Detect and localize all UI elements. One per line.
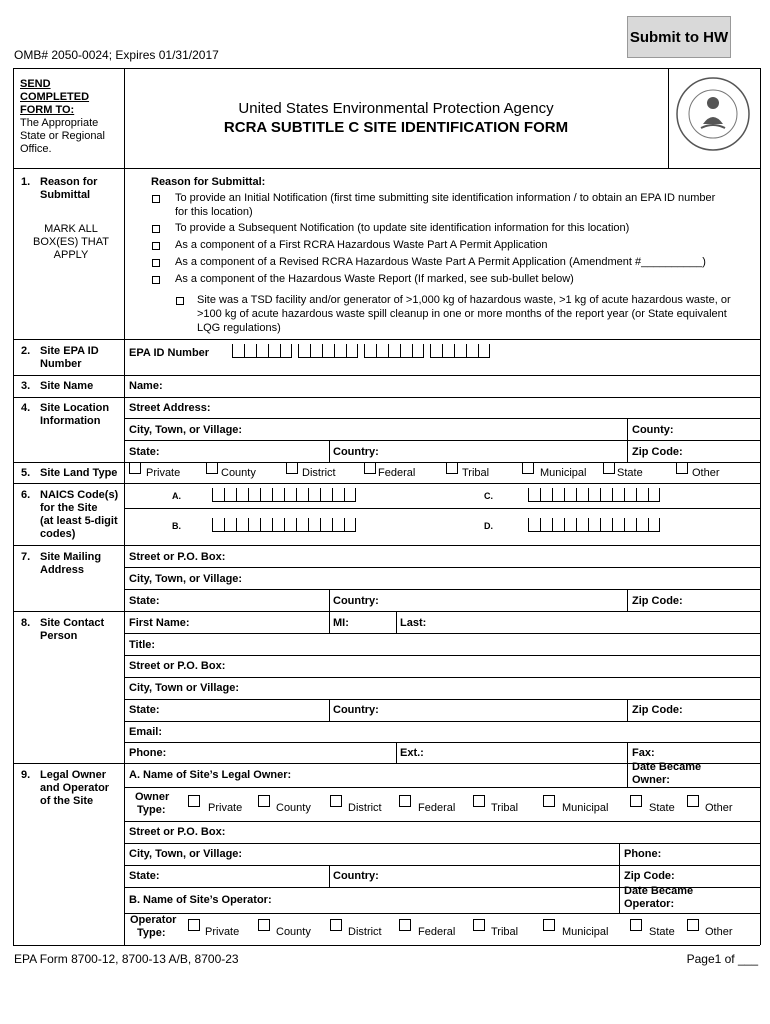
owner-city-field[interactable]: City, Town, or Village: — [129, 848, 243, 860]
frame-left — [13, 68, 14, 945]
epa-id-input-group1[interactable] — [232, 344, 292, 358]
row-s7-end — [13, 611, 760, 612]
line — [627, 699, 628, 721]
checkbox-first-permit[interactable] — [152, 242, 160, 250]
s3-label: Site Name — [40, 380, 94, 392]
s1-mark3: APPLY — [53, 249, 89, 261]
row-s5-end — [13, 483, 760, 484]
owner-state-checkbox[interactable] — [630, 795, 642, 807]
s7-num: 7. — [21, 551, 31, 563]
frame-bottom — [13, 945, 760, 946]
row-s2-end — [13, 375, 760, 376]
site-country-field[interactable]: Country: — [333, 446, 379, 458]
s8-label2: Person — [40, 630, 78, 642]
send-line3: FORM TO: — [20, 104, 75, 116]
send-rest3: Office. — [20, 143, 52, 155]
row-top-end — [13, 168, 760, 169]
line — [329, 589, 330, 611]
s7-label2: Address — [40, 564, 85, 576]
s4-num: 4. — [21, 402, 31, 414]
s6-label1: NAICS Code(s) — [40, 489, 119, 501]
s6-label4: codes) — [40, 528, 76, 540]
line — [124, 655, 760, 656]
owner-tribal-label: Tribal — [491, 802, 519, 814]
operator-date-label1: Date Became — [624, 885, 694, 897]
naics-b-label: B. — [172, 521, 181, 531]
epa-id-input-group3[interactable] — [364, 344, 424, 358]
land-other-label: Other — [692, 467, 720, 479]
naics-c-label: C. — [484, 491, 493, 501]
naics-b-input[interactable] — [212, 518, 356, 532]
line — [329, 699, 330, 721]
operator-other-checkbox[interactable] — [687, 919, 699, 931]
contact-mi-field[interactable]: MI: — [333, 617, 349, 629]
s8-num: 8. — [21, 617, 31, 629]
owner-country-field[interactable]: Country: — [333, 870, 379, 882]
line — [124, 633, 760, 634]
contact-zip-field[interactable]: Zip Code: — [632, 704, 683, 716]
agency-name: United States Environmental Protection Agency — [238, 100, 554, 117]
land-district-checkbox[interactable] — [286, 462, 298, 474]
operator-municipal-checkbox[interactable] — [543, 919, 555, 931]
site-county-field[interactable]: County: — [632, 424, 674, 436]
row-s6-end — [13, 545, 760, 546]
mail-street-field[interactable]: Street or P.O. Box: — [129, 551, 226, 563]
site-city-field[interactable]: City, Town, or Village: — [129, 424, 243, 436]
line — [329, 865, 330, 887]
owner-county-checkbox[interactable] — [258, 795, 270, 807]
mail-country-field[interactable]: Country: — [333, 595, 379, 607]
owner-other-checkbox[interactable] — [687, 795, 699, 807]
checkbox-tsd-facility[interactable] — [176, 297, 184, 305]
line — [619, 843, 620, 913]
s1-option5: As a component of the Hazardous Waste Report (If marked, see sub-bullet below) — [175, 273, 574, 285]
owner-street-field[interactable]: Street or P.O. Box: — [129, 826, 226, 838]
naics-a-label: A. — [172, 491, 181, 501]
land-private-checkbox[interactable] — [129, 462, 141, 474]
operator-name-field[interactable]: B. Name of Site’s Operator: — [129, 894, 272, 906]
s1-label1: Reason for — [40, 176, 98, 188]
operator-type-label1: Operator — [130, 914, 177, 926]
s6-label3: (at least 5-digit — [40, 515, 118, 527]
line — [124, 508, 760, 509]
line — [329, 611, 330, 633]
s1-option1a: To provide an Initial Notification (first time submitting site identification information / to obtain an EPA ID number — [175, 192, 716, 204]
line — [124, 699, 760, 700]
contact-fax-field[interactable]: Fax: — [632, 747, 655, 759]
line — [124, 677, 760, 678]
contact-title-field[interactable]: Title: — [129, 639, 156, 651]
operator-district-label: District — [348, 926, 382, 938]
s1-sub1: Site was a TSD facility and/or generator of >1,000 kg of hazardous waste, >1 kg of acute hazardous waste, or — [197, 294, 731, 306]
land-tribal-label: Tribal — [462, 467, 490, 479]
operator-other-label: Other — [705, 926, 733, 938]
row-s4-end — [13, 462, 760, 463]
s1-num: 1. — [21, 176, 31, 188]
owner-phone-field[interactable]: Phone: — [624, 848, 662, 860]
operator-private-checkbox[interactable] — [188, 919, 200, 931]
s1-sub3: LQG regulations) — [197, 322, 281, 334]
operator-state-checkbox[interactable] — [630, 919, 642, 931]
s2-label1: Site EPA ID — [40, 345, 99, 357]
line — [396, 611, 397, 633]
owner-federal-label: Federal — [418, 802, 456, 814]
operator-private-label: Private — [205, 926, 240, 938]
contact-email-field[interactable]: Email: — [129, 726, 163, 738]
s7-label1: Site Mailing — [40, 551, 102, 563]
s2-field: EPA ID Number — [129, 347, 210, 359]
land-other-checkbox[interactable] — [676, 462, 688, 474]
land-state-checkbox[interactable] — [603, 462, 615, 474]
checkbox-subsequent[interactable] — [152, 225, 160, 233]
land-federal-checkbox[interactable] — [364, 462, 376, 474]
operator-state-label: State — [649, 926, 675, 938]
row-s1-end — [13, 339, 760, 340]
site-street-field[interactable]: Street Address: — [129, 402, 211, 414]
contact-state-field[interactable]: State: — [129, 704, 160, 716]
s9-label2: and Operator — [40, 782, 110, 794]
owner-private-label: Private — [208, 802, 243, 814]
line — [124, 567, 760, 568]
line — [396, 742, 397, 763]
naics-d-input[interactable] — [528, 518, 660, 532]
land-private-label: Private — [146, 467, 181, 479]
label-column-divider — [124, 68, 125, 945]
send-line2: COMPLETED — [20, 91, 90, 103]
s2-label2: Number — [40, 358, 82, 370]
line — [627, 742, 628, 763]
owner-name-field[interactable]: A. Name of Site’s Legal Owner: — [129, 769, 292, 781]
land-municipal-checkbox[interactable] — [522, 462, 534, 474]
s9-num: 9. — [21, 769, 31, 781]
s1-heading: Reason for Submittal: — [151, 176, 266, 188]
s1-option2: To provide a Subsequent Notification (to update site identification information for this location) — [175, 222, 630, 234]
s3-num: 3. — [21, 380, 31, 392]
contact-phone-field[interactable]: Phone: — [129, 747, 167, 759]
s6-num: 6. — [21, 489, 31, 501]
owner-municipal-checkbox[interactable] — [543, 795, 555, 807]
contact-last-field[interactable]: Last: — [400, 617, 427, 629]
form-title: RCRA SUBTITLE C SITE IDENTIFICATION FORM — [223, 119, 569, 136]
line — [124, 742, 760, 743]
send-rest1: The Appropriate — [20, 117, 99, 129]
row-s3-end — [13, 397, 760, 398]
owner-private-checkbox[interactable] — [188, 795, 200, 807]
s8-label1: Site Contact — [40, 617, 105, 629]
operator-tribal-checkbox[interactable] — [473, 919, 485, 931]
epa-seal — [675, 76, 751, 152]
operator-district-checkbox[interactable] — [330, 919, 342, 931]
footer-form-number: EPA Form 8700-12, 8700-13 A/B, 8700-23 — [14, 952, 239, 966]
operator-federal-checkbox[interactable] — [399, 919, 411, 931]
owner-date-label2[interactable]: Owner: — [632, 774, 670, 786]
checkbox-hazardous-waste-report[interactable] — [152, 276, 160, 284]
line — [124, 821, 760, 822]
s4-label2: Information — [40, 415, 101, 427]
site-name-field[interactable]: Name: — [129, 380, 163, 392]
s2-num: 2. — [21, 345, 31, 357]
mail-city-field[interactable]: City, Town, or Village: — [129, 573, 243, 585]
operator-type-label2: Type: — [137, 927, 166, 939]
site-zip-field[interactable]: Zip Code: — [632, 446, 683, 458]
mail-state-field[interactable]: State: — [129, 595, 160, 607]
line — [124, 843, 760, 844]
line — [627, 589, 628, 611]
line — [124, 440, 760, 441]
line — [124, 787, 760, 788]
land-federal-label: Federal — [378, 467, 416, 479]
operator-county-label: County — [276, 926, 311, 938]
s4-label1: Site Location — [40, 402, 110, 414]
line — [329, 440, 330, 462]
mail-zip-field[interactable]: Zip Code: — [632, 595, 683, 607]
s5-label: Site Land Type — [40, 467, 118, 479]
send-rest2: State or Regional — [20, 130, 105, 142]
s9-label1: Legal Owner — [40, 769, 107, 781]
s1-label2: Submittal — [40, 189, 91, 201]
send-line1: SEND — [20, 78, 51, 90]
owner-district-label: District — [348, 802, 382, 814]
s1-option3: As a component of a First RCRA Hazardous Waste Part A Permit Application — [175, 239, 548, 251]
s1-sub2: >100 kg of acute hazardous waste spill cleanup in one or more months of the report year (or State equivalent — [197, 308, 727, 320]
s1-option1b: for this location) — [175, 206, 253, 218]
checkbox-initial[interactable] — [152, 195, 160, 203]
naics-c-input[interactable] — [528, 488, 660, 502]
line — [124, 865, 760, 866]
s1-option4: As a component of a Revised RCRA Hazardous Waste Part A Permit Application (Amendment #__________) — [175, 256, 706, 268]
land-county-checkbox[interactable] — [206, 462, 218, 474]
owner-type-label2: Type: — [137, 804, 166, 816]
operator-county-checkbox[interactable] — [258, 919, 270, 931]
contact-ext-field[interactable]: Ext.: — [400, 747, 424, 759]
operator-federal-label: Federal — [418, 926, 456, 938]
line — [124, 418, 760, 419]
s5-num: 5. — [21, 467, 31, 479]
owner-zip-field[interactable]: Zip Code: — [624, 870, 675, 882]
owner-tribal-checkbox[interactable] — [473, 795, 485, 807]
line — [627, 763, 628, 787]
naics-d-label: D. — [484, 521, 493, 531]
contact-city-field[interactable]: City, Town or Village: — [129, 682, 240, 694]
s1-mark1: MARK ALL — [44, 223, 98, 235]
owner-municipal-label: Municipal — [562, 802, 609, 814]
s1-mark2: BOX(ES) THAT — [33, 236, 109, 248]
owner-county-label: County — [276, 802, 311, 814]
land-municipal-label: Municipal — [540, 467, 587, 479]
line — [124, 913, 760, 914]
owner-date-label1: Date Became — [632, 761, 702, 773]
frame-right — [760, 68, 761, 945]
contact-street-field[interactable]: Street or P.O. Box: — [129, 660, 226, 672]
operator-tribal-label: Tribal — [491, 926, 519, 938]
checkbox-revised-permit[interactable] — [152, 259, 160, 267]
owner-district-checkbox[interactable] — [330, 795, 342, 807]
epa-id-input-group4[interactable] — [430, 344, 490, 358]
owner-state-label: State — [649, 802, 675, 814]
naics-a-input[interactable] — [212, 488, 356, 502]
site-state-field[interactable]: State: — [129, 446, 160, 458]
land-district-label: District — [302, 467, 336, 479]
omb-number: OMB# 2050-0024; Expires 01/31/2017 — [14, 48, 219, 62]
operator-municipal-label: Municipal — [562, 926, 609, 938]
owner-other-label: Other — [705, 802, 733, 814]
logo-divider — [668, 68, 669, 168]
s6-label2: for the Site — [40, 502, 98, 514]
epa-id-input-group2[interactable] — [298, 344, 358, 358]
contact-first-field[interactable]: First Name: — [129, 617, 190, 629]
land-state-label: State — [617, 467, 643, 479]
line — [124, 589, 760, 590]
operator-date-label2[interactable]: Operator: — [624, 898, 675, 910]
contact-country-field[interactable]: Country: — [333, 704, 379, 716]
land-tribal-checkbox[interactable] — [446, 462, 458, 474]
owner-state-field[interactable]: State: — [129, 870, 160, 882]
owner-type-label1: Owner — [135, 791, 170, 803]
submit-to-hw-button[interactable]: Submit to HW — [627, 16, 731, 58]
line — [124, 721, 760, 722]
frame-top — [13, 68, 760, 69]
s9-label3: of the Site — [40, 795, 94, 807]
footer-page: Page1 of ___ — [686, 952, 758, 966]
owner-federal-checkbox[interactable] — [399, 795, 411, 807]
land-county-label: County — [221, 467, 256, 479]
